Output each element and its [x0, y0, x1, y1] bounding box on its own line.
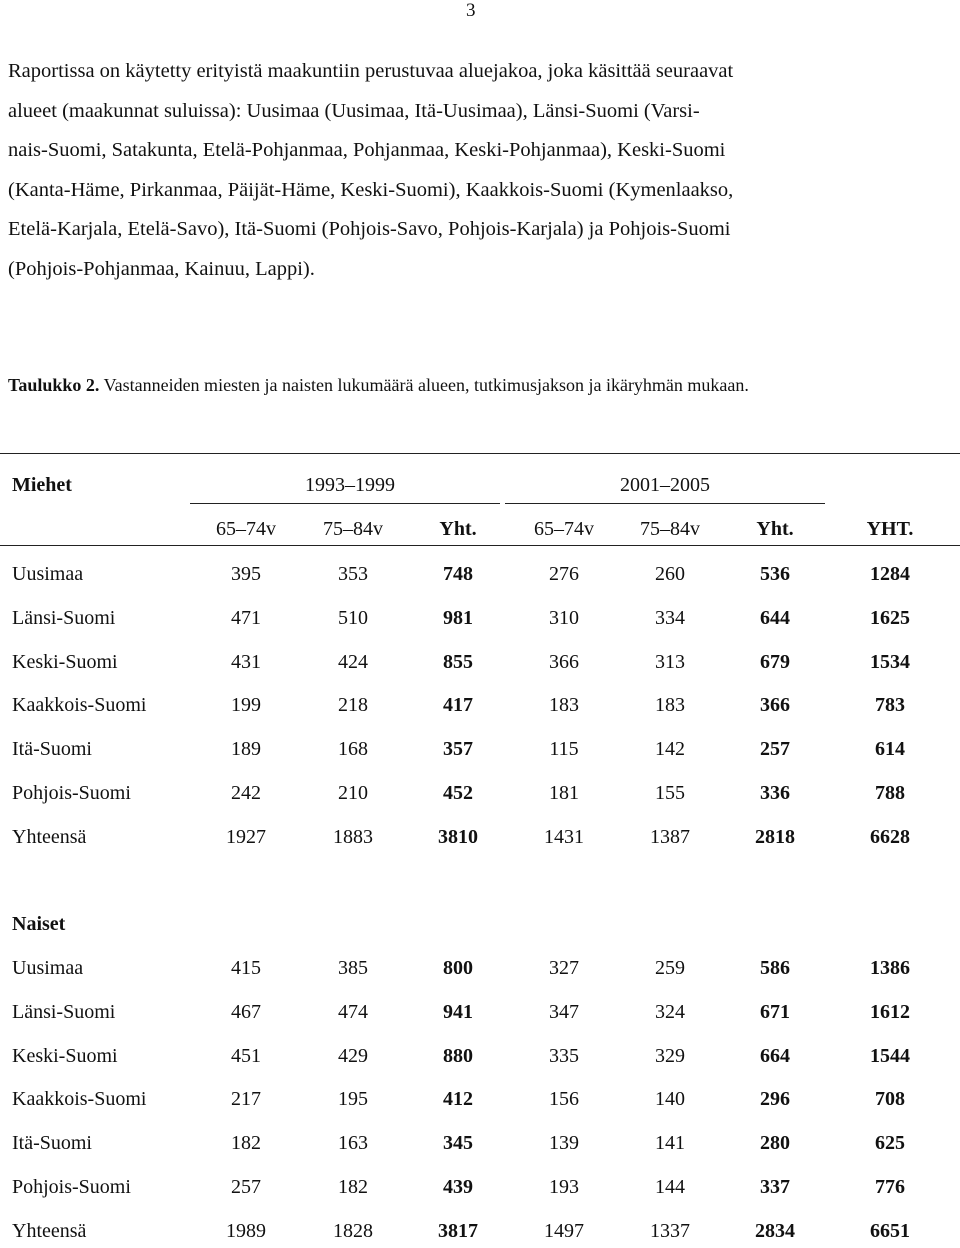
period-underline-1: [190, 503, 500, 504]
header-bottom-rule: [0, 545, 960, 546]
table-cell: 260: [655, 563, 685, 585]
table-cell: 183: [655, 694, 685, 717]
table-cell: 139: [549, 1132, 579, 1155]
table-cell: 708: [875, 1088, 905, 1111]
table-cell: 471: [231, 606, 261, 629]
table-cell: 168: [338, 738, 368, 761]
table-cell: 163: [338, 1132, 368, 1155]
table-caption: [8, 372, 948, 398]
column-header: Yht.: [756, 518, 794, 540]
table-cell: 329: [655, 1044, 685, 1067]
table-cell: 625: [875, 1132, 905, 1155]
table-cell: 783: [875, 694, 905, 717]
row-label: Keski-Suomi: [12, 1044, 118, 1067]
period-header-2: 2001–2005: [620, 474, 710, 496]
table-cell: 385: [338, 957, 368, 979]
paragraph-line: alueet (maakunnat suluissa): Uusimaa (Uusimaa, Itä-Uusimaa), Länsi-Suomi (Varsi-: [8, 99, 700, 122]
table-cell: 1387: [650, 825, 690, 848]
table-cell: 1431: [544, 825, 584, 848]
table-cell: 1534: [870, 650, 910, 673]
column-header: 75–84v: [323, 518, 383, 540]
row-label: Pohjois-Suomi: [12, 782, 131, 804]
table-cell: 366: [760, 694, 790, 717]
row-label: Yhteensä: [12, 825, 87, 848]
table-cell: 3810: [438, 825, 478, 848]
table-cell: 1284: [870, 563, 910, 585]
row-label: Yhteensä: [12, 1219, 87, 1242]
table-cell: 6628: [870, 825, 910, 848]
table-cell: 140: [655, 1088, 685, 1111]
table-top-rule: [0, 453, 960, 454]
paragraph-line: (Pohjois-Pohjanmaa, Kainuu, Lappi).: [8, 257, 315, 280]
column-header: YHT.: [866, 518, 914, 540]
table-cell: 776: [875, 1176, 905, 1198]
table-cell: 336: [760, 782, 790, 804]
table-cell: 424: [338, 650, 368, 673]
table-cell: 156: [549, 1088, 579, 1111]
caption-text: Vastanneiden miesten ja naisten lukumäärä alueen, tutkimusjakson ja ikäryhmän mukaan.: [103, 375, 749, 395]
table-cell: 347: [549, 1000, 579, 1023]
table-cell: 855: [443, 650, 473, 673]
row-label: Itä-Suomi: [12, 738, 92, 761]
paragraph-line: Raportissa on käytetty erityistä maakuntiin perustuvaa aluejakoa, joka käsittää seuraavat: [8, 60, 734, 82]
table-cell: 218: [338, 694, 368, 717]
table-cell: 451: [231, 1044, 261, 1067]
row-label: Länsi-Suomi: [12, 1000, 116, 1023]
table-cell: 217: [231, 1088, 261, 1111]
table-cell: 748: [443, 563, 473, 585]
table-cell: 6651: [870, 1219, 910, 1242]
table-cell: 155: [655, 782, 685, 804]
section-title-miehet: Miehet: [12, 474, 72, 496]
table-cell: 467: [231, 1000, 261, 1023]
table-cell: 474: [338, 1000, 368, 1023]
table-cell: 671: [760, 1000, 790, 1023]
table-cell: 429: [338, 1044, 368, 1067]
table-cell: 327: [549, 957, 579, 979]
table-cell: 417: [443, 694, 473, 717]
row-label: Kaakkois-Suomi: [12, 1088, 147, 1111]
table-cell: 1386: [870, 957, 910, 979]
paragraph-line: nais-Suomi, Satakunta, Etelä-Pohjanmaa, Pohjanmaa, Keski-Pohjanmaa), Keski-Suomi: [8, 139, 726, 161]
table-cell: 586: [760, 957, 790, 979]
table-cell: 614: [875, 738, 905, 761]
table-cell: 431: [231, 650, 261, 673]
table-cell: 141: [655, 1132, 685, 1155]
table-cell: 242: [231, 782, 261, 804]
table-cell: 395: [231, 563, 261, 585]
column-header: 75–84v: [640, 518, 700, 540]
table-cell: 189: [231, 738, 261, 761]
table-cell: 199: [231, 694, 261, 717]
period-header-1: 1993–1999: [305, 474, 395, 496]
table-cell: 2834: [755, 1219, 795, 1242]
table-cell: 1544: [870, 1044, 910, 1067]
table-cell: 1612: [870, 1000, 910, 1023]
table-cell: 335: [549, 1044, 579, 1067]
table-cell: 181: [549, 782, 579, 804]
row-label: Uusimaa: [12, 563, 84, 585]
table-cell: 296: [760, 1088, 790, 1111]
table-cell: 357: [443, 738, 473, 761]
row-label: Keski-Suomi: [12, 650, 118, 673]
row-label: Uusimaa: [12, 957, 84, 979]
table-cell: 644: [760, 606, 790, 629]
table-cell: 193: [549, 1176, 579, 1198]
table-cell: 182: [338, 1176, 368, 1198]
row-label: Pohjois-Suomi: [12, 1176, 131, 1198]
table-cell: 536: [760, 563, 790, 585]
table-cell: 1883: [333, 825, 373, 848]
table-cell: 800: [443, 957, 473, 979]
table-cell: 195: [338, 1088, 368, 1111]
table-cell: 439: [443, 1176, 473, 1198]
table-cell: 412: [443, 1088, 473, 1111]
table-cell: 366: [549, 650, 579, 673]
column-header: Yht.: [439, 518, 477, 540]
column-header: 65–74v: [534, 518, 594, 540]
table-cell: 334: [655, 606, 685, 629]
table-cell: 257: [760, 738, 790, 761]
table-cell: 1497: [544, 1219, 584, 1242]
row-label: Itä-Suomi: [12, 1132, 92, 1155]
period-underline-2: [505, 503, 825, 504]
table-cell: 664: [760, 1044, 790, 1067]
section-title: Naiset: [12, 913, 66, 935]
paragraph-line: Etelä-Karjala, Etelä-Savo), Itä-Suomi (Pohjois-Savo, Pohjois-Karjala) ja Pohjois-Suomi: [8, 218, 731, 240]
table-cell: 280: [760, 1132, 790, 1155]
column-header: 65–74v: [216, 518, 276, 540]
body-paragraph: [8, 52, 948, 289]
table-cell: 259: [655, 957, 685, 979]
table-cell: 788: [875, 782, 905, 804]
table-cell: 115: [549, 738, 579, 761]
table-cell: 415: [231, 957, 261, 979]
table-cell: 257: [231, 1176, 261, 1198]
table-cell: 880: [443, 1044, 473, 1067]
table-cell: 941: [443, 1000, 473, 1023]
table-cell: 353: [338, 563, 368, 585]
table-cell: 310: [549, 606, 579, 629]
table-cell: 182: [231, 1132, 261, 1155]
table-cell: 313: [655, 650, 685, 673]
table-cell: 510: [338, 606, 368, 629]
table-cell: 2818: [755, 825, 795, 848]
table-cell: 981: [443, 606, 473, 629]
table-cell: 345: [443, 1132, 473, 1155]
table-cell: 210: [338, 782, 368, 804]
table-cell: 1989: [226, 1219, 266, 1242]
row-label: Länsi-Suomi: [12, 606, 116, 629]
table-cell: 1828: [333, 1219, 373, 1242]
row-label: Kaakkois-Suomi: [12, 694, 147, 717]
page-number: 3: [466, 0, 476, 21]
table-cell: 1927: [226, 825, 266, 848]
table-cell: 144: [655, 1176, 685, 1198]
table-cell: 3817: [438, 1219, 478, 1242]
table-cell: 276: [549, 563, 579, 585]
table-cell: 183: [549, 694, 579, 717]
table-cell: 337: [760, 1176, 790, 1198]
table-cell: 324: [655, 1000, 685, 1023]
table-cell: 1625: [870, 606, 910, 629]
table-cell: 452: [443, 782, 473, 804]
paragraph-line: (Kanta-Häme, Pirkanmaa, Päijät-Häme, Keski-Suomi), Kaakkois-Suomi (Kymenlaakso,: [8, 178, 734, 201]
table-cell: 142: [655, 738, 685, 761]
table-cell: 679: [760, 650, 790, 673]
table-cell: 1337: [650, 1219, 690, 1242]
caption-label: Taulukko 2.: [8, 375, 100, 395]
